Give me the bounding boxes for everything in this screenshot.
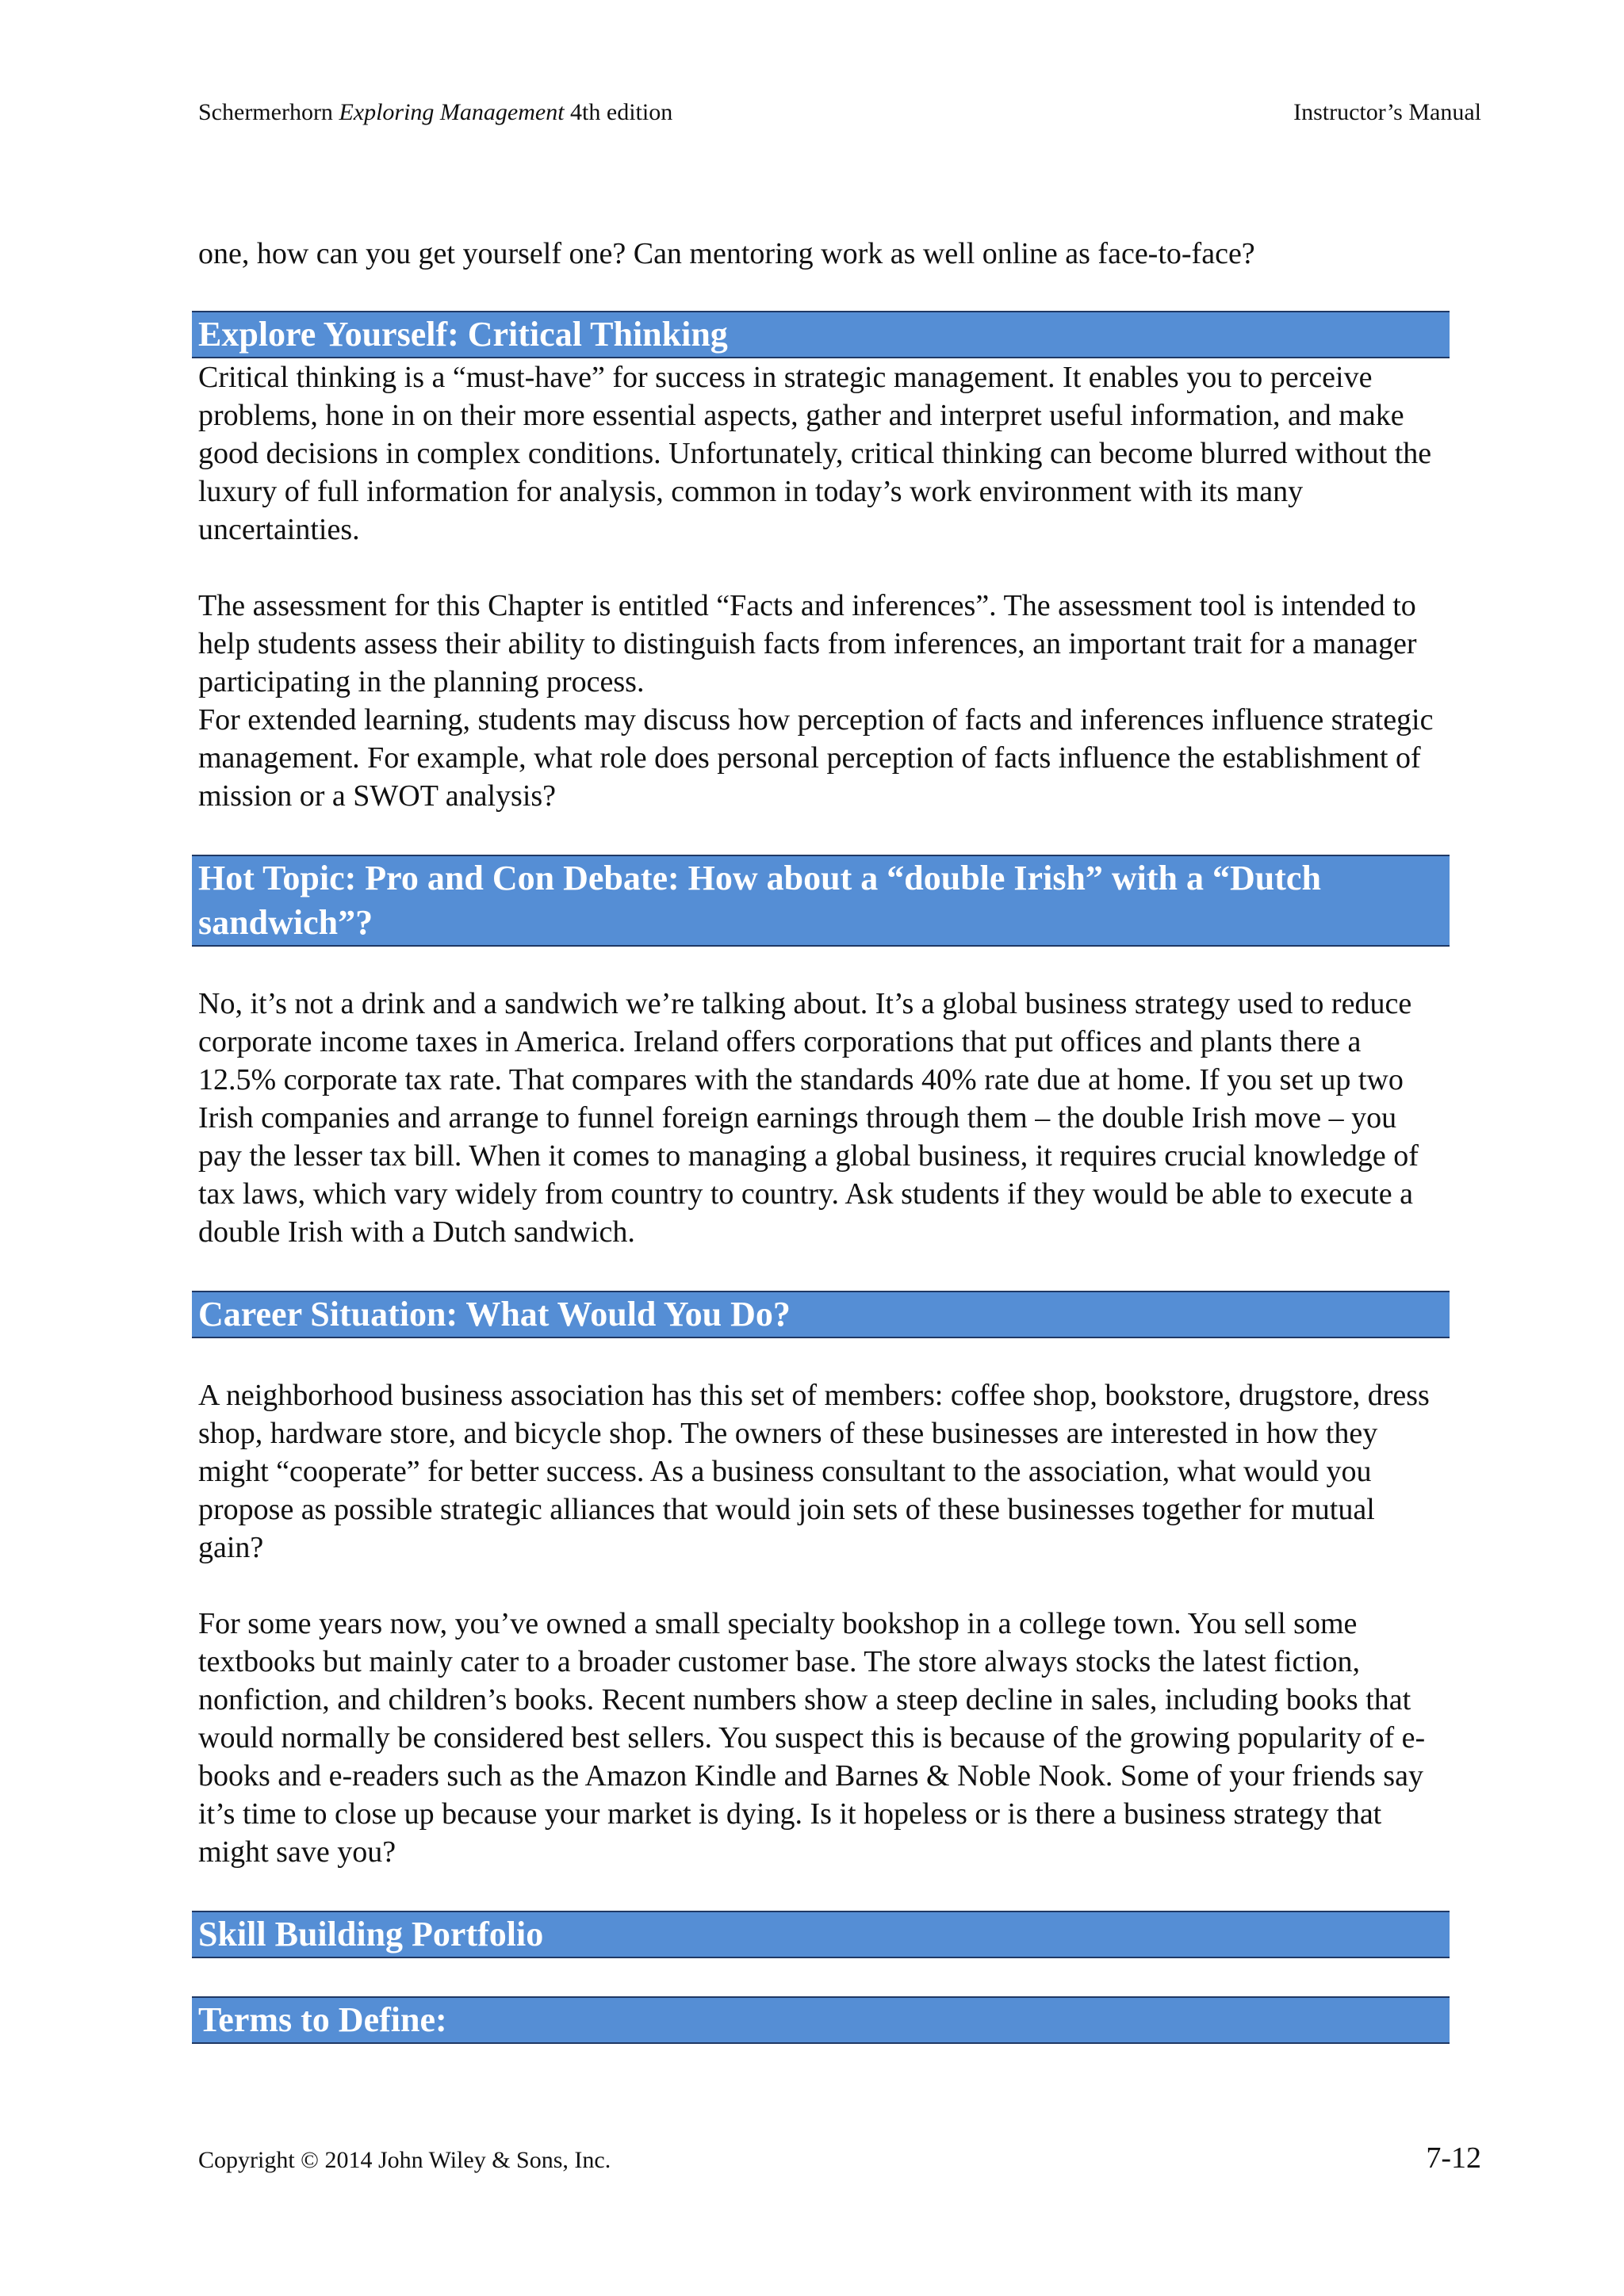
- section-header-skill-building: [192, 1911, 1450, 1958]
- section-header-career-situation: [192, 1291, 1450, 1338]
- header-manual-label: Instructor’s Manual: [1293, 99, 1481, 125]
- explore-yourself-paragraph-3: For extended learning, students may discuss how perception of facts and inferences influence strategic management. For example, what role does personal perception of facts influence the establishment of mission or a SWOT analysis?: [198, 703, 1434, 813]
- section-title: Explore Yourself: Critical Thinking: [198, 315, 728, 354]
- footer-copyright: Copyright © 2014 John Wiley & Sons, Inc.: [198, 2147, 611, 2173]
- footer-page-number: 7-12: [1426, 2141, 1481, 2175]
- section-header-terms-to-define: [192, 1996, 1450, 2044]
- section-title: Hot Topic: Pro and Con Debate: How about a “double Irish” with a “Dutch sandwich”?: [198, 859, 1321, 942]
- career-situation-paragraph-1: A neighborhood business association has this set of members: coffee shop, bookstore, drugstore, dress shop, hardware store, and bicycle shop. The owners of these businesses are interested in how they might “cooperate” for better success. As a business consultant to the association, what would you propose as possible strategic alliances that would join sets of these businesses together for mutual gain?: [198, 1379, 1430, 1564]
- header-author: Schermerhorn: [198, 99, 333, 125]
- hot-topic-paragraph-1: No, it’s not a drink and a sandwich we’re talking about. It’s a global business strategy used to reduce corporate income taxes in America. Ireland offers corporations that put offices and plants there a 12.5% corporate tax rate. That compares with the standards 40% rate due at home. If you set up two Irish companies and arrange to funnel foreign earnings through them – the double Irish move – you pay the lesser tax bill. When it comes to managing a global business, it requires crucial knowledge of tax laws, which vary widely from country to country. Ask students if they would be able to execute a double Irish with a Dutch sandwich.: [198, 987, 1419, 1249]
- header-book-title: Exploring Management: [339, 99, 565, 125]
- explore-yourself-paragraph-2: The assessment for this Chapter is entitled “Facts and inferences”. The assessment tool is intended to help students assess their ability to distinguish facts from inferences, an important trait for a manager participating in the planning process.: [198, 589, 1417, 698]
- section-header-explore-yourself: [192, 311, 1450, 358]
- explore-yourself-paragraph-1: Critical thinking is a “must-have” for success in strategic management. It enables you to perceive problems, hone in on their more essential aspects, gather and interpret useful information, and make good decisions in complex conditions. Unfortunately, critical thinking can become blurred without the luxury of full information for analysis, common in today’s work environment with its many uncertainties.: [198, 361, 1432, 546]
- page-content: [198, 235, 1443, 2044]
- page-footer: [198, 2141, 1481, 2175]
- section-title: Career Situation: What Would You Do?: [198, 1295, 791, 1334]
- header-edition: 4th edition: [570, 99, 673, 125]
- page-header: [198, 98, 1481, 127]
- career-situation-paragraph-2: For some years now, you’ve owned a small specialty bookshop in a college town. You sell some textbooks but mainly cater to a broader customer base. The store always stocks the latest fiction, nonfiction, and children’s books. Recent numbers show a steep decline in sales, including books that would normally be considered best sellers. You suspect this is because of the growing popularity of e-books and e-readers such as the Amazon Kindle and Barnes & Noble Nook. Some of your friends say it’s time to close up because your market is dying. Is it hopeless or is there a business strategy that might save you?: [198, 1607, 1426, 1869]
- section-title: Terms to Define:: [198, 2000, 447, 2039]
- section-title: Skill Building Portfolio: [198, 1915, 544, 1954]
- continuation-paragraph: one, how can you get yourself one? Can mentoring work as well online as face-to-face?: [198, 237, 1255, 270]
- section-header-hot-topic: [192, 855, 1450, 947]
- header-book-info: [198, 98, 672, 127]
